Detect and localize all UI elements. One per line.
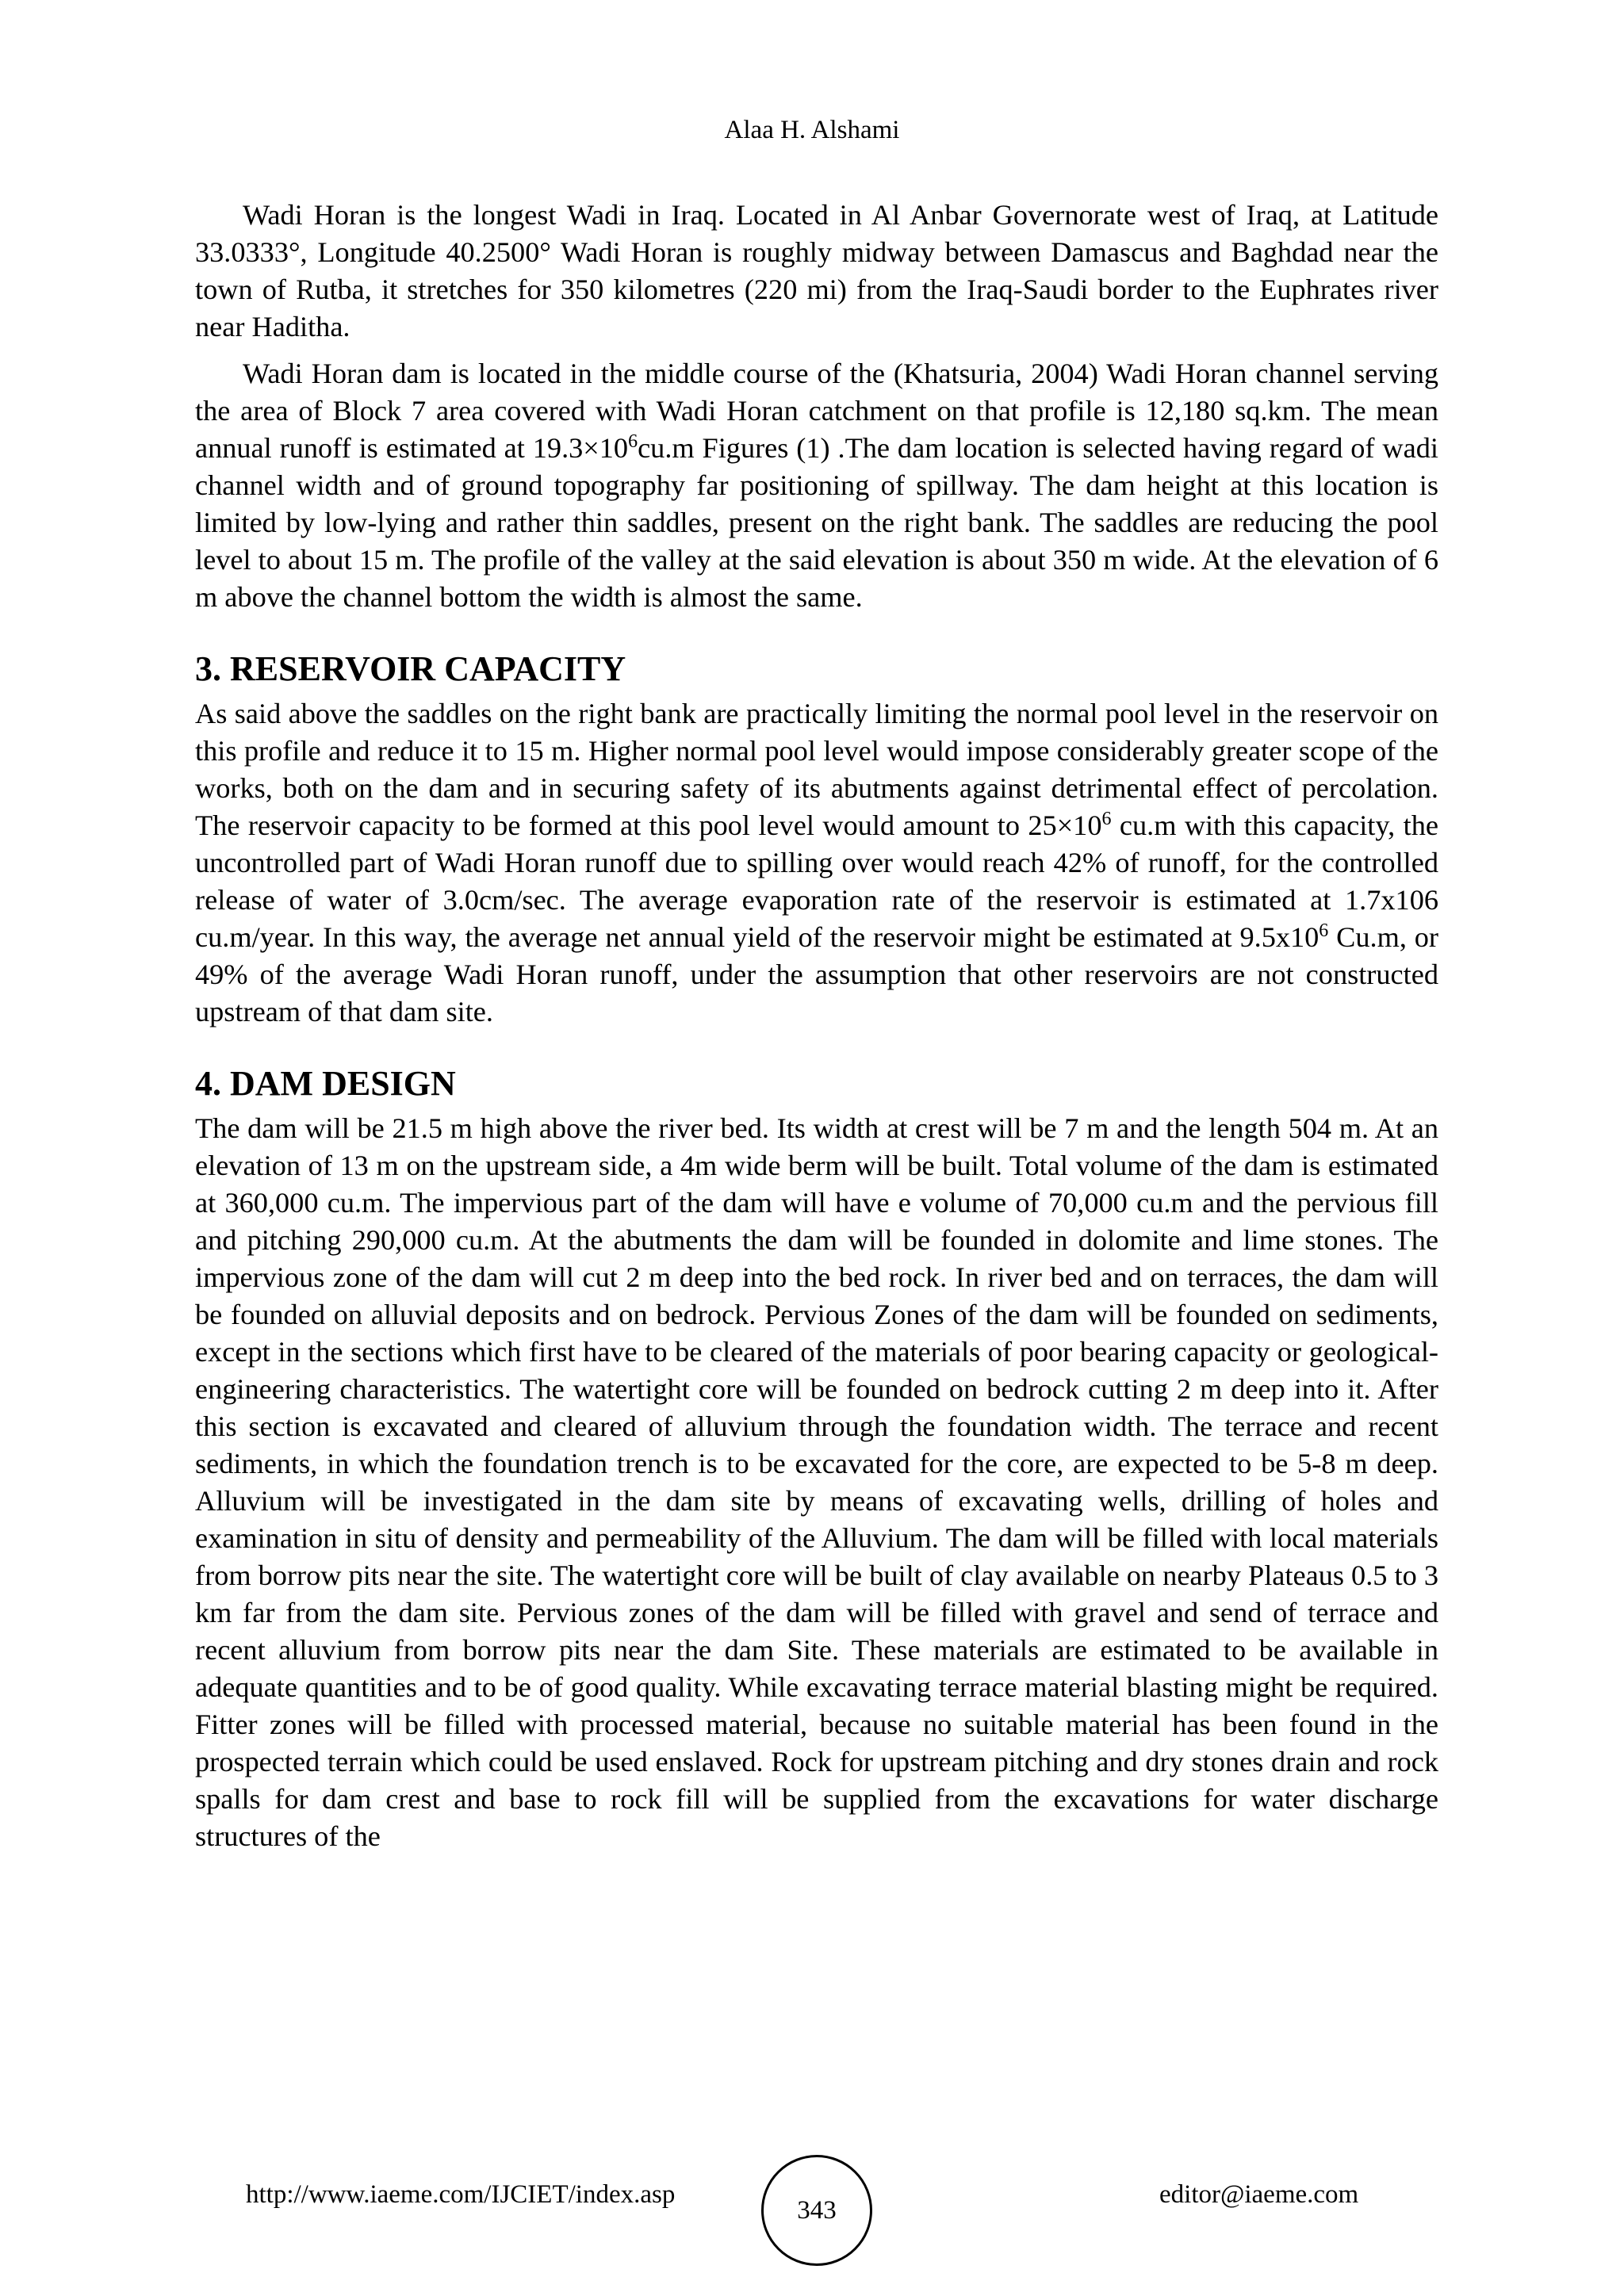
paragraph-reservoir-capacity: [195, 695, 1438, 1031]
section-heading-reservoir-capacity: 3. RESERVOIR CAPACITY: [195, 649, 626, 688]
page-number: 343: [797, 2196, 837, 2225]
paragraph-text: cu.m Figures (1) .The dam location is selected having regard of wadi channel width and of ground topography far positioning of spillway. The dam height at this location is limited by low-lying and rather thin saddles, present on the right bank. The saddles are reducing the pool level to about 15 m. The profile of the valley at the said elevation is about 350 m wide. At the elevation of 6 m above the channel bottom the width is almost the same.: [195, 432, 1438, 613]
section-heading-dam-design: 4. DAM DESIGN: [195, 1064, 456, 1103]
paragraph-text: Wadi Horan dam is located in the middle course of the (Khatsuria, 2004) Wadi Horan channel serving the area of Block 7 area covered with Wadi Horan catchment on that profile is 12,180 sq.km. The mean annual runoff is estimated at 19.3×10: [195, 358, 1438, 464]
running-header: Alaa H. Alshami: [724, 116, 900, 144]
paragraph-wadi-horan-intro: Wadi Horan is the longest Wadi in Iraq. Located in Al Anbar Governorate west of Iraq, at Latitude 33.0333°, Longitude 40.2500° Wadi Horan is roughly midway between Damascus and Baghdad near the town of Rutba, it stretches for 350 kilometres (220 mi) from the Iraq-Saudi border to the Euphrates river near Haditha.: [195, 199, 1438, 342]
article-body: [195, 197, 1438, 1855]
paragraph-text: As said above the saddles on the right bank are practically limiting the normal pool level in the reservoir on this profile and reduce it to 15 m. Higher normal pool level would impose considerably greater scope of the works, both on the dam and in securing safety of its abutments against detrimental effect of percolation. The reservoir capacity to be formed at this pool level would amount to 25×10: [195, 698, 1438, 841]
paragraph-dam-location: [195, 355, 1438, 616]
superscript: 6: [1319, 920, 1329, 941]
paragraph-text: cu.m with this capacity, the uncontrolled part of Wadi Horan runoff due to spilling over would reach 42% of runoff, for the controlled release of water of 3.0cm/sec. The average evaporation rate of the reservoir is estimated at 1.7x106 cu.m/year. In this way, the average net annual yield of the reservoir might be estimated at 9.5x10: [195, 809, 1438, 953]
footer-journal-url[interactable]: http://www.iaeme.com/IJCIET/index.asp: [246, 2180, 676, 2209]
paragraph-dam-design: The dam will be 21.5 m high above the river bed. Its width at crest will be 7 m and the length 504 m. At an elevation of 13 m on the upstream side, a 4m wide berm will be built. Total volume of the dam is estimated at 360,000 cu.m. The impervious part of the dam will have e volume of 70,000 cu.m and the pervious fill and pitching 290,000 cu.m. At the abutments the dam will be founded in dolomite and lime stones. The impervious zone of the dam will cut 2 m deep into the bed rock. In river bed and on terraces, the dam will be founded on alluvial deposits and on bedrock. Pervious Zones of the dam will be founded on sediments, except in the sections which first have to be cleared of the materials of poor bearing capacity or geological-engineering characteristics. The watertight core will be founded on bedrock cutting 2 m deep into it. After this section is excavated and cleared of alluvium through the foundation width. The terrace and recent sediments, in which the foundation trench is to be excavated for the core, are expected to be 5-8 m deep. Alluvium will be investigated in the dam site by means of excavating wells, drilling of holes and examination in situ of density and permeability of the Alluvium. The dam will be filled with local materials from borrow pits near the site. The watertight core will be built of clay available on nearby Plateaus 0.5 to 3 km far from the dam site. Pervious zones of the dam will be filled with gravel and send of terrace and recent alluvium from borrow pits near the dam Site. These materials are estimated to be available in adequate quantities and to be of good quality. While excavating terrace material blasting might be required. Fitter zones will be filled with processed material, because no suitable material has been found in the prospected terrain which could be used enslaved. Rock for upstream pitching and dry stones drain and rock spalls for dam crest and base to rock fill will be supplied from the excavations for water discharge structures of the: [195, 1112, 1438, 1852]
paragraph-text: Cu.m, or 49% of the average Wadi Horan runoff, under the assumption that other reservoirs are not constructed upstream of that dam site.: [195, 921, 1438, 1027]
superscript: 6: [1101, 808, 1112, 829]
superscript: 6: [628, 430, 638, 452]
page-number-circle: [761, 2155, 872, 2266]
footer-editor-email[interactable]: editor@iaeme.com: [1159, 2180, 1359, 2209]
page-footer: [0, 2155, 1624, 2250]
